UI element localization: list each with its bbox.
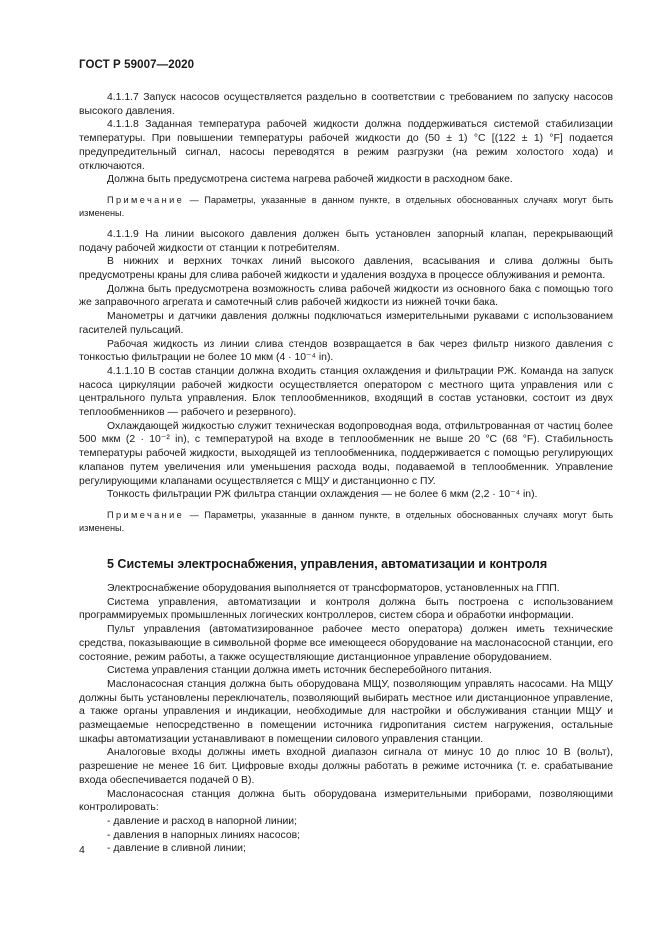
paragraph: 4.1.1.9 На линии высокого давления должен быть установлен запорный клапан, перекрывающий подачу рабочей жидкости от станции к потребителям. — [79, 228, 613, 254]
note-label: Примечание — [107, 509, 185, 520]
note — [79, 509, 613, 536]
paragraph: Должна быть предусмотрена система нагрева рабочей жидкости в расходном баке. — [107, 174, 513, 186]
paragraph: 4.1.1.7 Запуск насосов осуществляется раздельно в соответствии с требованием по запуску насосов высокого давления. — [79, 92, 613, 117]
section-heading: 5 Системы электроснабжения, управления, автоматизации и контроля — [107, 556, 548, 571]
paragraph: Система управления, автоматизации и контроля должна быть построена с использованием программируемых промышленных логических контроллеров, систем сбора и обработки информации. — [79, 596, 613, 622]
paragraph: Рабочая жидкость из линии слива стендов возвращается в бак через фильтр низкого давления с тонкостью фильтрации не более 10 мкм (4 · 10⁻⁴ in). — [79, 338, 613, 364]
paragraph: Электроснабжение оборудования выполняется от трансформаторов, установленных на ГПП. — [107, 582, 560, 594]
note — [79, 194, 613, 221]
paragraph: В нижних и верхних точках линий высокого давления, всасывания и слива должны быть предусмотрены краны для слива рабочей жидкости и удаления воздуха в процессе облуживания и ремонта. — [79, 256, 613, 282]
paragraph: Тонкость фильтрации РЖ фильтра станции охлаждения — не более 6 мкм (2,2 · 10⁻⁴ in). — [107, 489, 538, 501]
block-gap — [79, 187, 613, 194]
list-item: - давление и расход в напорной линии; — [107, 815, 613, 829]
paragraph: Аналоговые входы должны иметь входной диапазон сигнала от минус 10 до плюс 10 В (вольт), разрешение не менее 16 бит. Цифровые входы должны работать в режиме источника (т. е. срабатывание входа обеспечивается подачей 0 В). — [79, 747, 613, 786]
list-item: - давления в напорных линиях насосов; — [107, 829, 613, 843]
block-gap — [79, 221, 613, 228]
block-gap — [79, 502, 613, 509]
paragraph: 4.1.1.10 В состав станции должна входить станция охлаждения и фильтрации РЖ. Команда на запуск насоса циркуляции рабочей жидкости осуществляется оператором с местного щита управления или с центрального пульта управления. Блок теплообменников, входящий в состав установки, состоит из двух теплообменников — рабочего и резервного). — [79, 365, 613, 419]
document-body — [79, 91, 613, 856]
paragraph: Маслонасосная станция должна быть оборудована измерительными приборами, позволяющими контролировать: — [79, 788, 613, 814]
paragraph: Охлаждающей жидкостью служит техническая водопроводная вода, отфильтрованная от частиц более 500 мкм (2 · 10⁻² in), с температурой на входе в теплообменник не выше 20 °С (68 °F). Стабильность температуры рабочей жидкости, выходящей из теплообменника, поддерживается с помощью регулирующих клапанов путем увеличения или уменьшения расхода воды, подаваемой в теплообменник. Управление регулирующими клапанами осуществляется с МЩУ и дистанционно с ПУ. — [79, 420, 613, 487]
paragraph: Маслонасосная станция должна быть оборудована МЩУ, позволяющим управлять насосами. На МЩУ должны быть установлены переключатель, позволяющий выбирать местное или дистанционное управление, а также органы управления и индикации, необходимые для настройки и обслуживания станции МЩУ и размещаемые непосредственно в помещении источника гидропитания систем нагружения, остальные шкафы автоматизации устанавливают в помещении силового управления станции. — [79, 678, 613, 745]
note-text: — Параметры, указанные в данном пункте, в отдельных обоснованных случаях могут быть изменены. — [79, 194, 613, 219]
paragraph: Пульт управления (автоматизированное рабочее место оператора) должен иметь технические средства, показывающие в символьной форме все имеющееся оборудование на маслонасосной станции, его состояние, режим работы, а также осуществляющие дистанционное управление оборудованием. — [79, 624, 613, 663]
paragraph: Манометры и датчики давления должны подключаться измерительными рукавами с использованием гасителей пульсаций. — [79, 311, 613, 336]
list-item: - давление в сливной линии; — [107, 842, 613, 856]
note-label: Примечание — [107, 194, 185, 205]
page-number: 4 — [79, 844, 85, 856]
paragraph: Должна быть предусмотрена возможность слива рабочей жидкости из основного бака с помощью того же заправочного агрегата и самотечный слив рабочей жидкости из нижней точки бака. — [79, 283, 613, 309]
standard-header: ГОСТ Р 59007—2020 — [79, 59, 195, 71]
paragraph: 4.1.1.8 Заданная температура рабочей жидкости должна поддерживаться системой стабилизации температуры. При повышении температуры рабочей жидкости до (50 ± 1) °С [(122 ± 1) °F] подается предупредительный сигнал, насосы переводятся в режим разгрузки (на режим холостого хода) и отключаются. — [79, 119, 613, 172]
paragraph: Система управления станции должна иметь источник бесперебойного питания. — [107, 665, 492, 677]
note-text: — Параметры, указанные в данном пункте, в отдельных обоснованных случаях могут быть изменены. — [79, 509, 613, 534]
dash-list — [79, 815, 613, 856]
